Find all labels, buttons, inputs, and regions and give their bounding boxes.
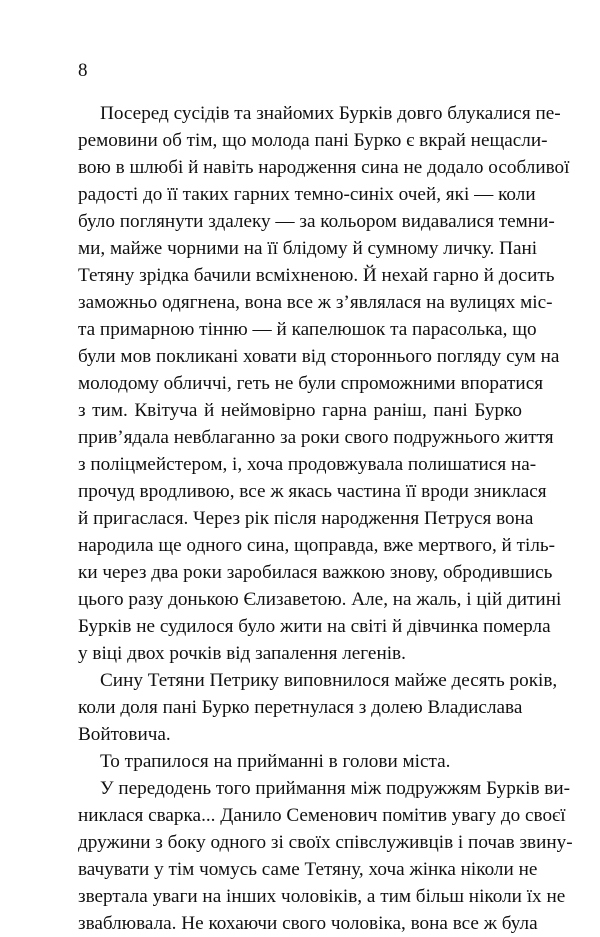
text-line: молодому обличчі, геть не були спроможними впоратися — [78, 373, 544, 394]
text-line: цього разу донькою Єлизаветою. Але, на жаль, і цій дитині — [78, 589, 562, 610]
text-line: та примарною тінню — й капелюшок та парасолька, що — [78, 319, 537, 340]
text-line: з поліцмейстером, і, хоча продовжувала полишатися на- — [78, 454, 537, 475]
page-number: 8 — [78, 60, 88, 81]
body-text — [78, 100, 573, 937]
text-line: радості до її таких гарних темно-синіх очей, які — коли — [78, 184, 536, 205]
text-line: у віці двох рочків від запалення легенів. — [78, 643, 406, 664]
text-line: вачувати у тім чомусь саме Тетяну, хоча жінка ніколи не — [78, 859, 538, 880]
text-line: народила ще одного сина, щоправда, вже мертвого, й тіль- — [78, 535, 556, 556]
text-line: й пригаслася. Через рік після народження Петруся вона — [78, 508, 534, 529]
text-line: прив’ядала невблаганно за роки свого подружнього життя — [78, 427, 554, 448]
text-line: Бурків не судилося було жити на світі й дівчинка померла — [78, 616, 551, 637]
text-line: дружини з боку одного зі своїх співслуживців і почав звину- — [78, 832, 573, 853]
text-line: У передодень того приймання між подружжям Бурків ви- — [100, 778, 571, 799]
text-line: Тетяну зрідка бачили всміхненою. Й нехай гарно й досить — [78, 265, 555, 286]
text-line: звертала уваги на інших чоловіків, а тим більш ніколи їх не — [78, 886, 566, 907]
text-line: коли доля пані Бурко перетнулася з долею Владислава — [78, 697, 523, 718]
text-line: були мов покликані ховати від стороннього погляду сум на — [78, 346, 560, 367]
text-line: ремовини об тім, що молода пані Бурко є вкрай нещасли- — [78, 130, 548, 151]
text-line: никлася сварка... Данило Семенович помітив увагу до своєї — [78, 805, 566, 826]
text-line: заможньо одягнена, вона все ж з’являлася на вулицях міс- — [78, 292, 553, 313]
text-line: Посеред сусідів та знайомих Бурків довго блукалися пе- — [100, 103, 561, 124]
text-line: було поглянути здалеку — за кольором видавалися темни- — [78, 211, 555, 232]
text-line: зваблювала. Не кохаючи свого чоловіка, вона все ж була — [78, 913, 538, 934]
text-line: Войтовича. — [78, 724, 171, 745]
text-line: з тим. Квітуча й неймовірно гарна раніш, пані Бурко — [78, 400, 522, 421]
text-line: То трапилося на прийманні в голови міста. — [100, 751, 451, 772]
text-line: прочуд вродливою, все ж якась частина її вроди зниклася — [78, 481, 547, 502]
text-line: ми, майже чорними на її блідому й сумному личку. Пані — [78, 238, 538, 259]
text-line: вою в шлюбі й навіть народження сина не додало особливої — [78, 157, 570, 178]
text-line: ки через два роки заробилася важкою знову, обродившись — [78, 562, 553, 583]
text-line: Сину Тетяни Петрику виповнилося майже десять років, — [100, 670, 558, 691]
